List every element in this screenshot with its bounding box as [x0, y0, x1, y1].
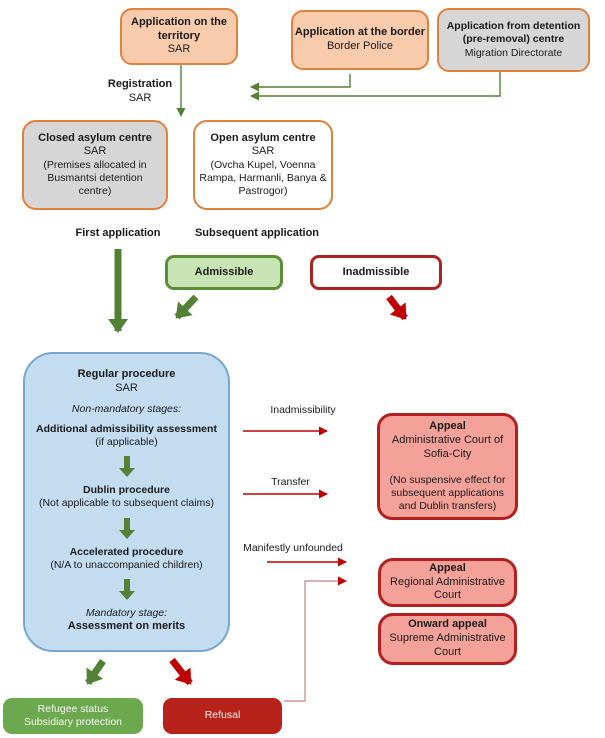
- box-subtitle: Border Police: [326, 40, 394, 52]
- registration-label: [96, 78, 184, 106]
- stage-admissibility-assessment: [35, 423, 219, 449]
- stage-name: Accelerated procedure: [69, 545, 184, 558]
- stage-name: Dublin procedure: [83, 484, 170, 497]
- first-application-label: First application: [75, 227, 161, 239]
- box-title: Application on the territory: [131, 15, 227, 42]
- outcome-line: Refugee status: [37, 702, 109, 715]
- admissible-arrow: [177, 297, 196, 317]
- application-border-box: [291, 10, 429, 70]
- box-subtitle: Supreme Administrative Court: [389, 632, 506, 658]
- box-title: Onward appeal: [408, 618, 487, 631]
- mandatory-label: Mandatory stage:: [85, 607, 168, 620]
- outcome-line: Subsidiary protection: [23, 716, 123, 728]
- open-centre-box: [193, 120, 333, 210]
- application-territory-box: [120, 8, 238, 65]
- box-subtitle: Migration Directorate: [464, 46, 563, 59]
- box-subtitle: SAR: [115, 381, 138, 394]
- inadmissible-box: Inadmissible: [310, 255, 442, 290]
- registration-subtitle: SAR: [128, 91, 152, 104]
- stage-assessment-on-merits: [68, 607, 185, 634]
- appeal-regional-box: [378, 558, 517, 607]
- box-title: Closed asylum centre: [38, 131, 152, 144]
- refusal-appeal-connector: [284, 581, 346, 701]
- regular-procedure-header: [78, 368, 176, 396]
- refusal-box: Refusal: [163, 698, 282, 734]
- transfer-label: Transfer: [271, 476, 310, 488]
- manifestly-unfounded-label: Manifestly unfounded: [243, 542, 343, 554]
- stage-note: (N/A to unaccompanied children): [50, 558, 203, 571]
- detention-registration-connector: [251, 71, 500, 96]
- stage-note: (Not applicable to subsequent claims): [38, 497, 215, 510]
- admissible-box: Admissible: [165, 255, 283, 290]
- down-arrow-icon: [119, 456, 135, 477]
- box-subtitle: SAR: [251, 145, 275, 158]
- stage-accelerated-procedure: [50, 546, 202, 572]
- border-registration-connector: [251, 74, 350, 87]
- refugee-status-box: [3, 698, 143, 734]
- box-note: (No suspensive effect for subsequent applications and Dublin transfers): [389, 473, 506, 512]
- box-subtitle: Regional Administrative Court: [390, 575, 505, 602]
- box-title: Application at the border: [294, 26, 426, 39]
- box-subtitle: SAR: [167, 43, 191, 56]
- refusal-arrow: [172, 660, 190, 683]
- box-subtitle: Administrative Court of Sofia-City: [391, 434, 504, 460]
- registration-title: Registration: [107, 78, 173, 90]
- down-arrow-icon: [119, 579, 135, 600]
- box-title: Application from detention (pre-removal) centre: [446, 20, 581, 46]
- box-title: Appeal: [429, 420, 466, 433]
- regular-procedure-box: [23, 352, 230, 652]
- stage-note: (if applicable): [95, 435, 158, 448]
- box-title: Open asylum centre: [210, 131, 316, 144]
- non-mandatory-label: Non-mandatory stages:: [71, 402, 182, 415]
- box-title: Regular procedure: [77, 368, 176, 380]
- inadmissibility-label: Inadmissibility: [270, 404, 336, 416]
- box-note: (Ovcha Kupel, Voenna Rampa, Harmanli, Banya & Pastrogor): [199, 159, 327, 198]
- box-note: (Premises allocated in Busmantsi detention centre): [43, 159, 147, 198]
- onward-appeal-box: [378, 613, 517, 665]
- inadmissible-arrow: [389, 297, 405, 318]
- refugee-status-arrow: [88, 661, 103, 683]
- closed-centre-box: [22, 120, 168, 210]
- stage-name: Additional admissibility assessment: [36, 422, 217, 435]
- application-detention-box: [437, 8, 590, 72]
- box-subtitle: SAR: [83, 145, 107, 158]
- stage-dublin-procedure: [39, 484, 214, 510]
- subsequent-application-label: Subsequent application: [194, 227, 320, 239]
- down-arrow-icon: [119, 518, 135, 539]
- stage-name: Assessment on merits: [67, 620, 186, 633]
- box-title: Appeal: [429, 561, 466, 574]
- appeal-sofia-box: [377, 413, 518, 520]
